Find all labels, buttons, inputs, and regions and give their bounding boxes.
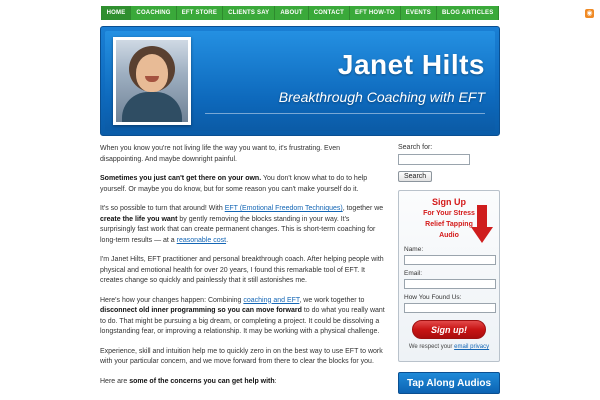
nav-item-contact[interactable]: CONTACT xyxy=(309,6,350,20)
link-reasonable-cost[interactable]: reasonable cost xyxy=(176,236,227,244)
avatar-face xyxy=(136,54,168,92)
paragraph-concerns-a: Here are xyxy=(100,377,130,385)
optin-heading-line2: For Your Stress xyxy=(423,210,475,217)
paragraph-experience: Experience, skill and intuition help me to quickly zero in on the best way to use EFT to work with your particular concern, and we move forward from there to clear the blocks for you. xyxy=(100,347,383,365)
nav-item-eft-how-to[interactable]: EFT HOW-TO xyxy=(350,6,401,20)
email-field-label: Email: xyxy=(404,270,423,277)
site-header-banner xyxy=(100,26,500,136)
field-row-name xyxy=(404,246,494,265)
link-email-privacy[interactable]: email privacy xyxy=(454,344,490,350)
link-eft-emotional-freedom-techniques[interactable]: EFT (Emotional Freedom Techniques) xyxy=(224,205,343,212)
nav-items xyxy=(101,6,500,20)
paragraph-eft-c: by gently removing the blocks standing in your way. It's surprisingly fast work that can create permanent changes. This is short-term coaching for long-term results — at a xyxy=(100,215,376,244)
paragraph-eft-a: It's so possible to turn that around! With xyxy=(100,205,225,212)
optin-heading-line1: Sign Up xyxy=(432,197,466,207)
search-button[interactable]: Search xyxy=(398,171,432,182)
nav-item-home[interactable]: HOME xyxy=(101,6,132,20)
tap-along-audios-banner[interactable]: Tap Along Audios xyxy=(398,372,500,394)
down-arrow-stem xyxy=(477,205,487,229)
how-found-field[interactable] xyxy=(404,303,496,313)
nav-item-eft-store[interactable]: EFT STORE xyxy=(177,6,223,20)
nav-item-about[interactable]: ABOUT xyxy=(275,6,308,20)
paragraph-eft xyxy=(100,204,385,246)
main-navigation xyxy=(0,6,600,20)
signup-button[interactable]: Sign up! xyxy=(412,320,486,339)
paragraph-own-rest: You don't know what to do to help yourself. Or maybe you do know, but for some reason you can't make yourself do it. xyxy=(100,175,368,193)
nav-item-events[interactable]: EVENTS xyxy=(401,6,437,20)
paragraph-own-lead: Sometimes you just can't get there on your own. xyxy=(100,175,262,182)
avatar-body xyxy=(122,92,182,122)
paragraph-intro: When you know you're not living life the way you want to, it's frustrating. Even disappointing. And maybe downright painful. xyxy=(100,145,341,163)
search-input[interactable] xyxy=(398,154,470,165)
paragraph-changes-a: Here's how your changes happen: Combining xyxy=(100,296,244,304)
page-title: Janet Hilts xyxy=(337,49,485,80)
field-row-email xyxy=(404,270,494,289)
signup-optin-box xyxy=(398,190,500,362)
banner-divider xyxy=(205,113,485,114)
privacy-note xyxy=(404,344,494,350)
avatar-image xyxy=(116,40,188,122)
name-field[interactable] xyxy=(404,255,496,265)
search-label: Search for: xyxy=(398,144,433,151)
paragraph-own xyxy=(100,174,385,195)
paragraph-concerns-b: : xyxy=(274,377,277,385)
nav-item-blog-articles[interactable]: BLOG ARTICLES xyxy=(437,6,499,20)
paragraph-changes xyxy=(100,296,385,338)
sidebar xyxy=(398,144,500,183)
paragraph-changes-bold: disconnect old inner programming so you can move forward xyxy=(100,307,302,314)
paragraph-concerns-bold: some of the concerns you can get help with xyxy=(129,377,275,385)
paragraph-concerns xyxy=(100,377,385,388)
paragraph-eft-bold: create the life you want xyxy=(100,215,178,223)
field-row-how-found xyxy=(404,294,494,313)
rss-feed-icon[interactable] xyxy=(585,9,594,18)
how-found-field-label: How You Found Us: xyxy=(404,294,462,301)
optin-heading-line3: Relief Tapping xyxy=(425,221,473,228)
page-subtitle: Breakthrough Coaching with EFT xyxy=(278,89,485,105)
privacy-text: We respect your xyxy=(408,344,455,350)
email-field[interactable] xyxy=(404,279,496,289)
nav-item-coaching[interactable]: COACHING xyxy=(131,6,176,20)
paragraph-changes-c: to do what you really want to do. That might be pursuing a big dream, or completing a project. It could be dissolving a longstanding fear, or improving a relationship. It may be working with a physical challenge. xyxy=(100,307,385,335)
nav-item-clients-say[interactable]: CLIENTS SAY xyxy=(223,6,275,20)
paragraph-bio: I'm Janet Hilts, EFT practitioner and personal breakthrough coach. After helping people with physical and emotional health for over 20 years, I found this remarkable tool of EFT. It creates change so quickly and painlessly that it still astonishes me. xyxy=(100,256,384,284)
paragraph-eft-d: . xyxy=(226,236,229,244)
link-coaching-and-eft[interactable]: coaching and EFT xyxy=(243,296,300,304)
down-arrow-head xyxy=(471,227,493,243)
name-field-label: Name: xyxy=(404,246,424,253)
avatar xyxy=(113,37,191,125)
optin-heading-line4: Audio xyxy=(439,232,459,239)
paragraph-eft-b: , together we xyxy=(342,205,384,212)
down-arrow-icon xyxy=(471,205,493,245)
paragraph-changes-b: , we work together to xyxy=(299,296,365,304)
rss-glyph: ◉ xyxy=(586,10,593,17)
main-content xyxy=(100,144,385,396)
